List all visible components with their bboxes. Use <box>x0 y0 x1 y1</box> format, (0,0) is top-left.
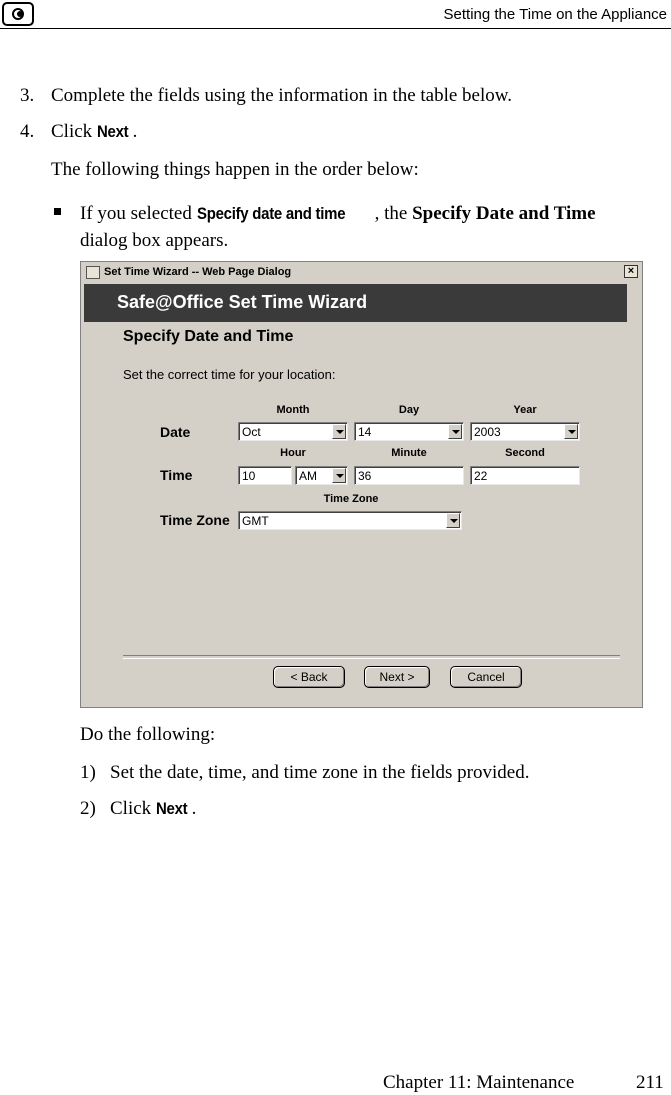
hour-col-label: Hour <box>280 447 306 459</box>
bullet-ui-label: Specify date and time <box>196 204 345 223</box>
bullet-middle: , the <box>374 203 413 224</box>
dialog-window-title: Set Time Wizard -- Web Page Dialog <box>104 266 292 278</box>
header-rule <box>0 28 671 29</box>
do-following-text: Do the following: <box>80 724 216 745</box>
step-3-text: Complete the fields using the information in the table below. <box>51 85 513 106</box>
timezone-select[interactable] <box>238 511 462 530</box>
next-button[interactable]: Next > <box>364 666 430 688</box>
ampm-value: AM <box>299 469 317 483</box>
hour-field[interactable] <box>238 466 292 485</box>
item-1-number: 1) <box>80 762 96 783</box>
second-field[interactable] <box>470 466 580 485</box>
year-select[interactable] <box>470 422 580 441</box>
month-col-label: Month <box>276 404 310 416</box>
cancel-button[interactable]: Cancel <box>450 666 522 688</box>
dialog-intro: Set the correct time for your location: <box>123 367 336 382</box>
item-2-number: 2) <box>80 798 96 819</box>
footer-chapter: Chapter 11: Maintenance <box>383 1072 575 1093</box>
step-4-next-label: Next <box>96 122 129 141</box>
timezone-col-label: Time Zone <box>323 493 379 505</box>
following-text: The following things happen in the order below: <box>51 159 419 180</box>
wizard-banner-title: Safe@Office Set Time Wizard <box>117 292 368 312</box>
bullet-bold-title: Specify Date and Time <box>412 203 596 224</box>
running-header-title: Setting the Time on the Appliance <box>443 6 667 23</box>
minute-col-label: Minute <box>391 447 427 459</box>
item-2-next-label: Next <box>155 799 188 818</box>
close-icon[interactable]: × <box>624 265 638 278</box>
step-3-number: 3. <box>20 85 35 106</box>
footer-page-number: 211 <box>636 1072 664 1093</box>
year-value: 2003 <box>474 425 501 439</box>
item-2-suffix: . <box>191 798 197 819</box>
set-time-dialog <box>80 261 643 708</box>
item-2-prefix: Click <box>110 798 156 819</box>
step-4-text <box>51 120 137 144</box>
dialog-title-bar <box>81 262 642 284</box>
chevron-down-icon[interactable] <box>448 424 462 439</box>
item-2-text <box>110 797 196 821</box>
time-row-label: Time <box>160 467 193 483</box>
step-4-suffix: . <box>132 121 138 142</box>
minute-value: 36 <box>358 469 372 483</box>
year-col-label: Year <box>513 404 537 416</box>
day-col-label: Day <box>398 404 420 416</box>
minute-field[interactable] <box>354 466 464 485</box>
second-value: 22 <box>474 469 488 483</box>
bullet-square-icon <box>54 208 61 215</box>
item-1-text: Set the date, time, and time zone in the fields provided. <box>110 762 530 783</box>
timezone-value: GMT <box>242 514 269 528</box>
bullet-prefix: If you selected <box>80 203 197 224</box>
back-button[interactable]: < Back <box>273 666 345 688</box>
chevron-down-icon[interactable] <box>332 424 346 439</box>
wizard-banner <box>84 284 627 322</box>
manual-section-icon <box>2 2 34 26</box>
month-select[interactable] <box>238 422 348 441</box>
icon-dot <box>17 11 23 17</box>
button-separator <box>123 655 620 659</box>
timezone-row-label: Time Zone <box>160 512 230 528</box>
day-value: 14 <box>358 425 372 439</box>
bullet-line-2: dialog box appears. <box>80 230 229 251</box>
step-4-prefix: Click <box>51 121 97 142</box>
window-app-icon <box>86 266 100 279</box>
date-row-label: Date <box>160 424 191 440</box>
hour-value: 10 <box>242 469 256 483</box>
chevron-down-icon[interactable] <box>564 424 578 439</box>
bullet-line-1 <box>80 202 596 226</box>
step-4-number: 4. <box>20 121 35 142</box>
dialog-heading: Specify Date and Time <box>123 328 294 345</box>
month-value: Oct <box>242 425 261 439</box>
chevron-down-icon[interactable] <box>332 468 346 483</box>
ampm-select[interactable] <box>295 466 348 485</box>
second-col-label: Second <box>505 447 545 459</box>
day-select[interactable] <box>354 422 464 441</box>
chevron-down-icon[interactable] <box>446 513 460 528</box>
